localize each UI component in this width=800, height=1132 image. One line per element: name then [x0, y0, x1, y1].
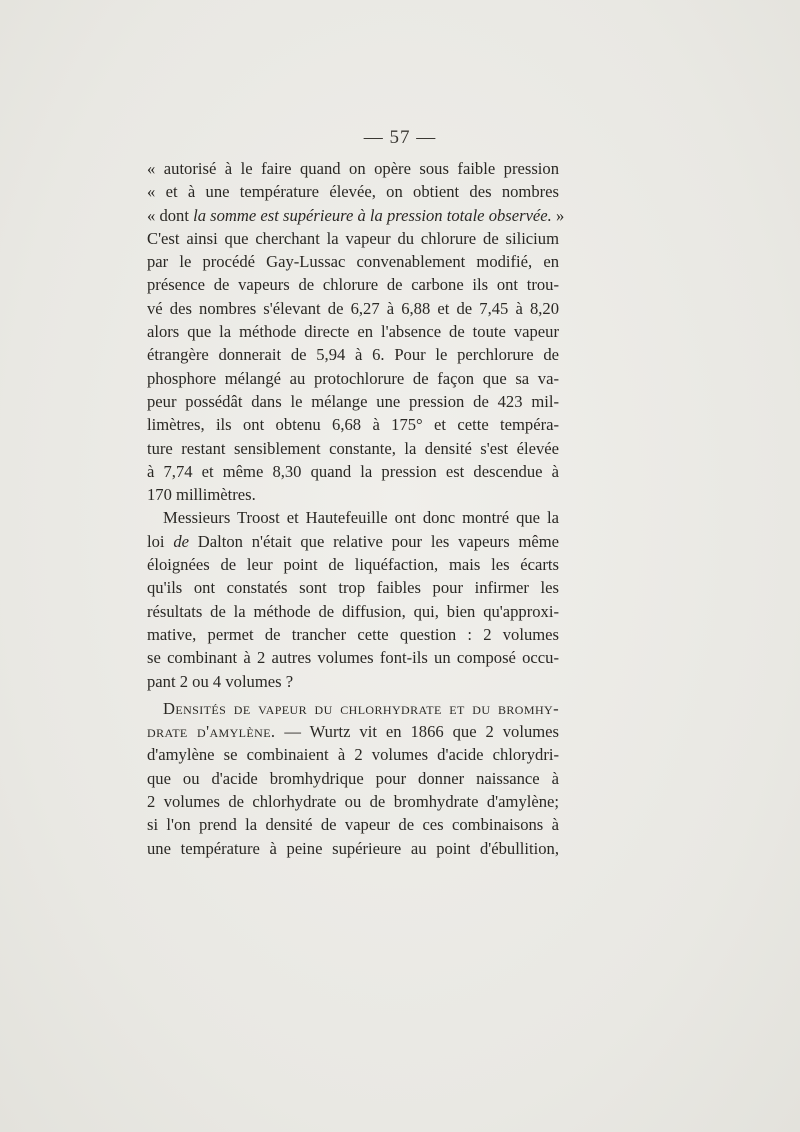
text-span: — Wurtz vit en 1866 que 2 volumes — [275, 722, 559, 742]
text-line: ture restant sensiblement constante, la densité s'est élevée — [147, 438, 559, 458]
text-span: loi — [147, 531, 174, 551]
text-span: » — [551, 205, 565, 225]
text-line — [147, 204, 565, 227]
page-number: — 57 — — [363, 127, 437, 148]
text-line: d'amylène se combinaient à 2 volumes d'acide chlorydri- — [147, 745, 559, 765]
text-line: 2 volumes de chlorhydrate ou de bromhydrate d'amylène; — [147, 792, 559, 812]
section-heading-text: Densités de vapeur du chlorhydrate et du bromhy- — [163, 698, 559, 718]
text-line: si l'on prend la densité de vapeur de ces combinaisons à — [147, 815, 559, 835]
text-span: Dalton n'était que relative pour les vapeurs même — [188, 531, 559, 551]
italic-text: la somme est supérieure à la pression totale observée. — [193, 205, 552, 225]
text-span: « dont — [147, 205, 194, 225]
text-line: 170 millimètres. — [147, 485, 256, 505]
text-line: étrangère donnerait de 5,94 à 6. Pour le perchlorure de — [147, 345, 559, 365]
text-line: alors que la méthode directe en l'absence de toute vapeur — [147, 322, 559, 342]
text-line: une température à peine supérieure au point d'ébullition, — [147, 838, 559, 858]
text-line: « et à une température élevée, on obtient des nombres — [147, 182, 559, 202]
text-line: par le procédé Gay-Lussac convenablement modifié, en — [147, 252, 559, 272]
text-line: que ou d'acide bromhydrique pour donner naissance à — [147, 768, 559, 788]
text-line: résultats de la méthode de diffusion, qui, bien qu'approxi- — [147, 601, 559, 621]
text-line: à 7,74 et même 8,30 quand la pression est descendue à — [147, 461, 559, 481]
text-line: limètres, ils ont obtenu 6,68 à 175° et cette tempéra- — [147, 415, 559, 435]
italic-text: de — [173, 531, 189, 551]
text-line: qu'ils ont constatés sont trop faibles pour infirmer les — [147, 578, 559, 598]
text-line — [147, 720, 559, 743]
text-line: « autorisé à le faire quand on opère sous faible pression — [147, 159, 559, 178]
text-line: phosphore mélangé au protochlorure de façon que sa va- — [147, 368, 559, 388]
text-line: se combinant à 2 autres volumes font-ils un composé occu- — [147, 648, 559, 668]
text-line: pant 2 ou 4 volumes ? — [147, 671, 294, 691]
section-heading-text: drate d'amylène. — [147, 722, 276, 742]
text-line: Messieurs Troost et Hautefeuille ont donc montré que la — [163, 508, 559, 528]
text-line: peur possédât dans le mélange une pression de 423 mil- — [147, 391, 559, 411]
text-line: éloignées de leur point de liquéfaction, mais les écarts — [147, 555, 559, 575]
text-line — [147, 530, 559, 553]
text-line: mative, permet de trancher cette question : 2 volumes — [147, 624, 559, 644]
text-line: C'est ainsi que cherchant la vapeur du chlorure de silicium — [147, 228, 559, 248]
text-line: présence de vapeurs de chlorure de carbone ils ont trou- — [147, 275, 559, 295]
text-line: vé des nombres s'élevant de 6,27 à 6,88 et de 7,45 à 8,20 — [147, 298, 559, 318]
text-line — [147, 697, 559, 720]
body-text — [147, 157, 565, 860]
